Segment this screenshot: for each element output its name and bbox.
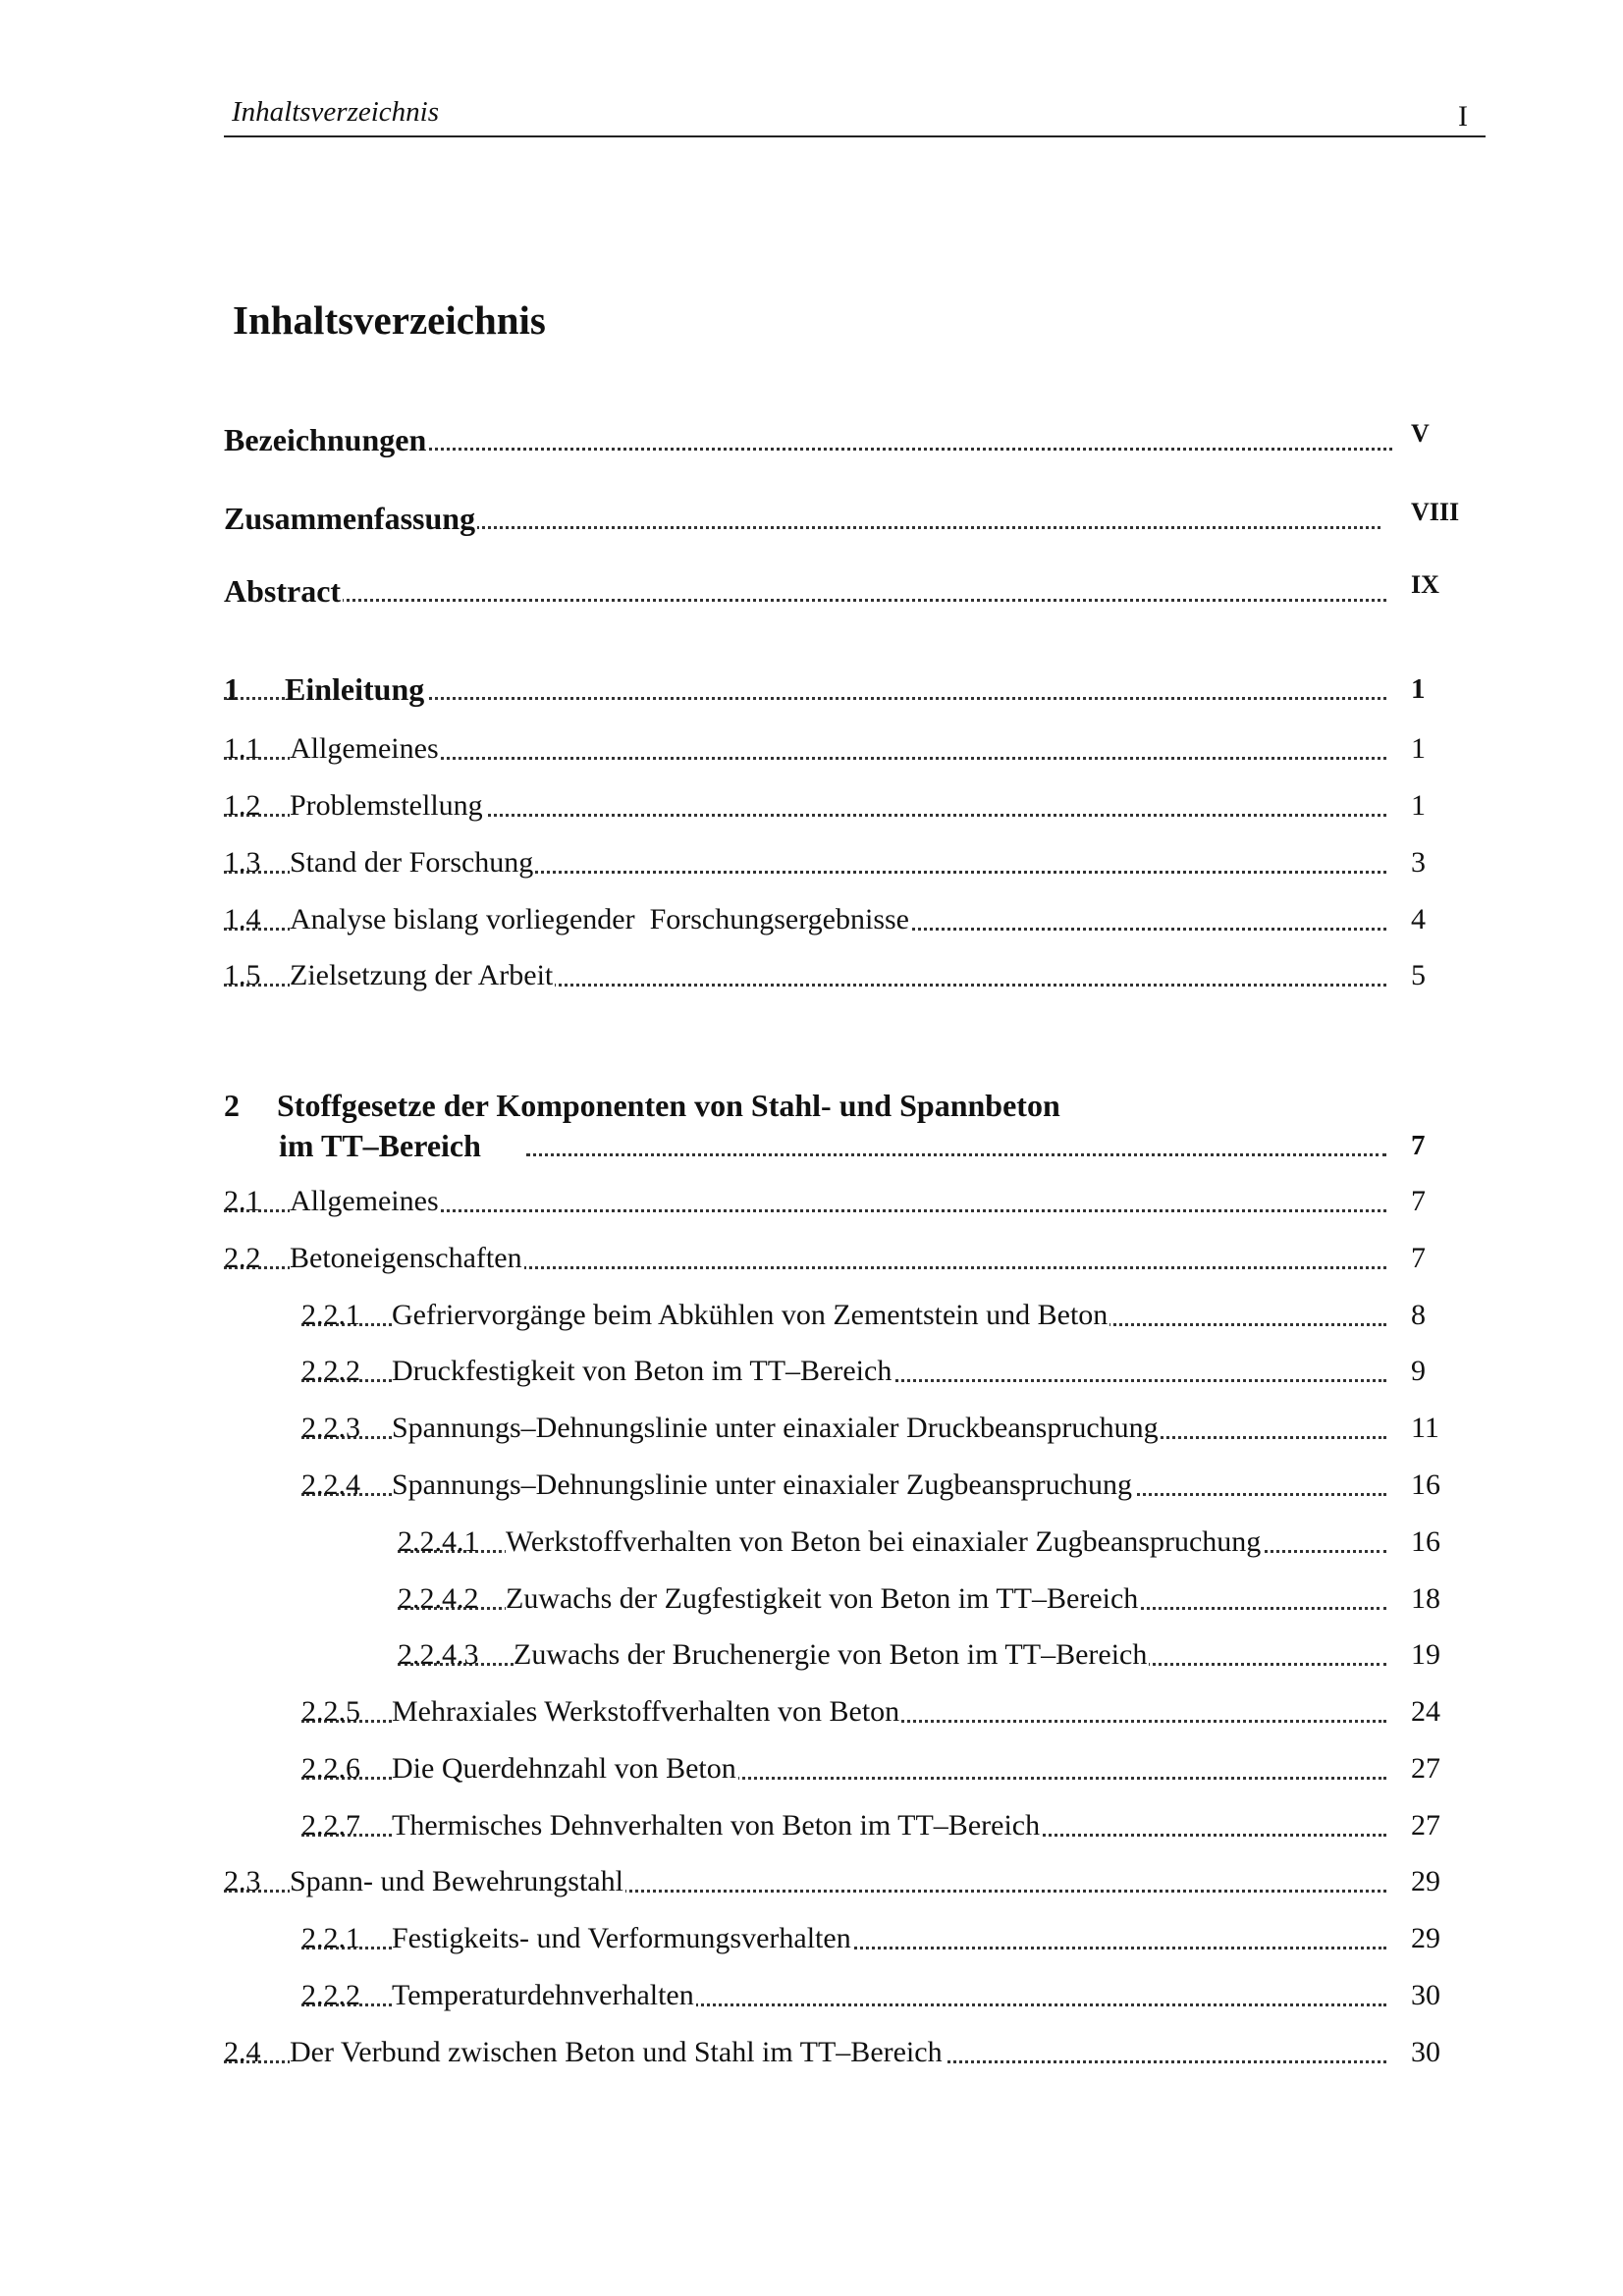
- toc-entry[interactable]: [301, 1919, 1440, 1958]
- toc-entry-number: 2.2.1: [301, 1922, 360, 1954]
- toc-entry[interactable]: [224, 729, 1426, 769]
- toc-entry[interactable]: [224, 900, 1426, 939]
- toc-entry-number: 2.2.4.1: [398, 1525, 479, 1558]
- toc-chapter-1[interactable]: [224, 669, 1426, 709]
- toc-entry-label: Festigkeits- und Verformungsverhalten: [392, 1919, 853, 1958]
- toc-entry[interactable]: [301, 1352, 1426, 1391]
- toc-chapter-title: Einleitung: [285, 671, 425, 707]
- toc-entry-label: Der Verbund zwischen Beton und Stahl im TT–Bereich: [290, 2033, 945, 2072]
- toc-entry[interactable]: [224, 1182, 1426, 1221]
- running-header-page-number: I: [1458, 100, 1468, 133]
- toc-entry-page: V: [1411, 419, 1430, 448]
- page-title: Inhaltsverzeichnis: [233, 297, 546, 343]
- toc-chapter-title: Stoffgesetze der Komponenten von Stahl- und Spannbeton: [277, 1088, 1060, 1123]
- toc-entry-page: 18: [1411, 1582, 1440, 1615]
- toc-entry-number: 2.2: [224, 1242, 261, 1274]
- toc-entry[interactable]: [301, 1976, 1440, 2015]
- toc-entry-page: 29: [1411, 1922, 1440, 1954]
- toc-entry-label: Mehraxiales Werkstoffverhalten von Beton: [392, 1692, 901, 1732]
- toc-entry[interactable]: [301, 1749, 1440, 1789]
- toc-chapter-number: 1: [224, 671, 240, 707]
- toc-entry-number: 2.2.4.2: [398, 1582, 479, 1615]
- toc-entry-label: Zusammenfassung: [224, 501, 476, 536]
- toc-entry-page: 4: [1411, 903, 1426, 935]
- toc-entry-page: 27: [1411, 1752, 1440, 1785]
- toc-entry-page: 8: [1411, 1299, 1426, 1331]
- toc-entry-label: Druckfestigkeit von Beton im TT–Bereich: [392, 1352, 893, 1391]
- dot-leader: [224, 599, 1386, 602]
- toc-entry-label: Zuwachs der Bruchenergie von Beton im TT–Bereich: [514, 1635, 1149, 1675]
- toc-entry-page: 11: [1411, 1412, 1439, 1444]
- toc-entry-number: 1.3: [224, 846, 261, 879]
- toc-entry-page: VIII: [1411, 498, 1460, 526]
- toc-entry-number: 2.2.7: [301, 1809, 360, 1842]
- toc-chapter-title: im TT–Bereich: [279, 1128, 481, 1163]
- toc-entry[interactable]: [301, 1692, 1440, 1732]
- toc-entry[interactable]: [301, 1466, 1440, 1505]
- toc-entry-number: 2.4: [224, 2036, 261, 2068]
- toc-entry-label: Werkstoffverhalten von Beton bei einaxialer Zugbeanspruchung: [506, 1522, 1263, 1562]
- toc-entry-page: IX: [1411, 570, 1439, 599]
- toc-entry[interactable]: [398, 1579, 1440, 1619]
- toc-entry-label: Allgemeines: [290, 729, 441, 769]
- toc-entry-front[interactable]: [224, 570, 1439, 611]
- toc-entry-page: 24: [1411, 1695, 1440, 1728]
- toc-entry-page: 16: [1411, 1525, 1440, 1558]
- toc-entry-page: 7: [1411, 1185, 1426, 1217]
- toc-entry-number: 1.2: [224, 789, 261, 822]
- toc-entry[interactable]: [224, 1239, 1426, 1278]
- toc-entry-number: 1.1: [224, 732, 261, 765]
- toc-entry[interactable]: [224, 1862, 1440, 1901]
- toc-entry-page: 5: [1411, 959, 1426, 991]
- toc-entry-front[interactable]: [224, 419, 1430, 459]
- toc-entry[interactable]: [224, 843, 1426, 882]
- toc-entry[interactable]: [301, 1296, 1426, 1335]
- toc-entry-page: 7: [1411, 1242, 1426, 1274]
- toc-entry-number: 1.5: [224, 959, 261, 991]
- toc-entry-number: 2.2.1: [301, 1299, 360, 1331]
- toc-entry-number: 2.2.5: [301, 1695, 360, 1728]
- toc-entry-label: Zuwachs der Zugfestigkeit von Beton im TT–Bereich: [506, 1579, 1140, 1619]
- toc-entry-number: 2.1: [224, 1185, 261, 1217]
- toc-entry-label: Problemstellung: [290, 786, 485, 826]
- toc-entry-label: Spann- und Bewehrungstahl: [290, 1862, 625, 1901]
- toc-entry-label: Gefriervorgänge beim Abkühlen von Zementstein und Beton: [392, 1296, 1109, 1335]
- toc-entry-label: Analyse bislang vorliegender Forschungsergebnisse: [290, 900, 911, 939]
- toc-entry-label: Allgemeines: [290, 1182, 441, 1221]
- toc-entry[interactable]: [224, 2033, 1440, 2072]
- toc-entry-page: 19: [1411, 1638, 1440, 1671]
- toc-entry-label: Bezeichnungen: [224, 422, 427, 457]
- toc-entry-page: 29: [1411, 1865, 1440, 1897]
- toc-chapter-2-title-line2[interactable]: [224, 1126, 1426, 1165]
- toc-chapter-2-title-line1[interactable]: [224, 1086, 1402, 1125]
- toc-entry-label: Zielsetzung der Arbeit: [290, 956, 555, 995]
- toc-entry-number: 2.2.2: [301, 1979, 360, 2011]
- toc-entry-page: 16: [1411, 1468, 1440, 1501]
- toc-entry-page: 1: [1411, 789, 1426, 822]
- toc-entry[interactable]: [398, 1522, 1440, 1562]
- toc-entry-label: Spannungs–Dehnungslinie unter einaxialer Zugbeanspruchung: [392, 1466, 1134, 1505]
- toc-entry-page: 30: [1411, 1979, 1440, 2011]
- toc-entry-label: Stand der Forschung: [290, 843, 535, 882]
- toc-chapter-number: 2: [224, 1088, 240, 1123]
- toc-entry-label: Spannungs–Dehnungslinie unter einaxialer Druckbeanspruchung: [392, 1409, 1161, 1448]
- toc-entry[interactable]: [398, 1635, 1440, 1675]
- toc-entry-number: 1.4: [224, 903, 261, 935]
- toc-entry-label: Abstract: [224, 573, 342, 609]
- toc-entry-number: 2.2.6: [301, 1752, 360, 1785]
- toc-entry-page: 1: [1411, 673, 1426, 705]
- toc-entry-number: 2.2.2: [301, 1355, 360, 1387]
- toc-entry-front[interactable]: [224, 498, 1460, 538]
- running-header-title: Inhaltsverzeichnis: [232, 96, 440, 128]
- toc-entry-label: Betoneigenschaften: [290, 1239, 524, 1278]
- toc-entry-label: Die Querdehnzahl von Beton: [392, 1749, 738, 1789]
- toc-entry[interactable]: [224, 786, 1426, 826]
- toc-entry[interactable]: [224, 956, 1426, 995]
- toc-entry-label: Thermisches Dehnverhalten von Beton im TT–Bereich: [392, 1806, 1042, 1845]
- toc-entry-page: 27: [1411, 1809, 1440, 1842]
- toc-entry-number: 2.2.4: [301, 1468, 360, 1501]
- toc-entry[interactable]: [301, 1409, 1439, 1448]
- toc-entry-label: Temperaturdehnverhalten: [392, 1976, 696, 2015]
- toc-entry[interactable]: [301, 1806, 1440, 1845]
- dot-leader: [526, 1153, 1386, 1156]
- toc-entry-number: 2.2.4.3: [398, 1638, 479, 1671]
- toc-entry-page: 30: [1411, 2036, 1440, 2068]
- toc-entry-page: 1: [1411, 732, 1426, 765]
- toc-entry-page: 7: [1411, 1130, 1426, 1161]
- toc-entry-number: 2.2.3: [301, 1412, 360, 1444]
- toc-entry-page: 9: [1411, 1355, 1426, 1387]
- toc-entry-number: 2.3: [224, 1865, 261, 1897]
- toc-entry-page: 3: [1411, 846, 1426, 879]
